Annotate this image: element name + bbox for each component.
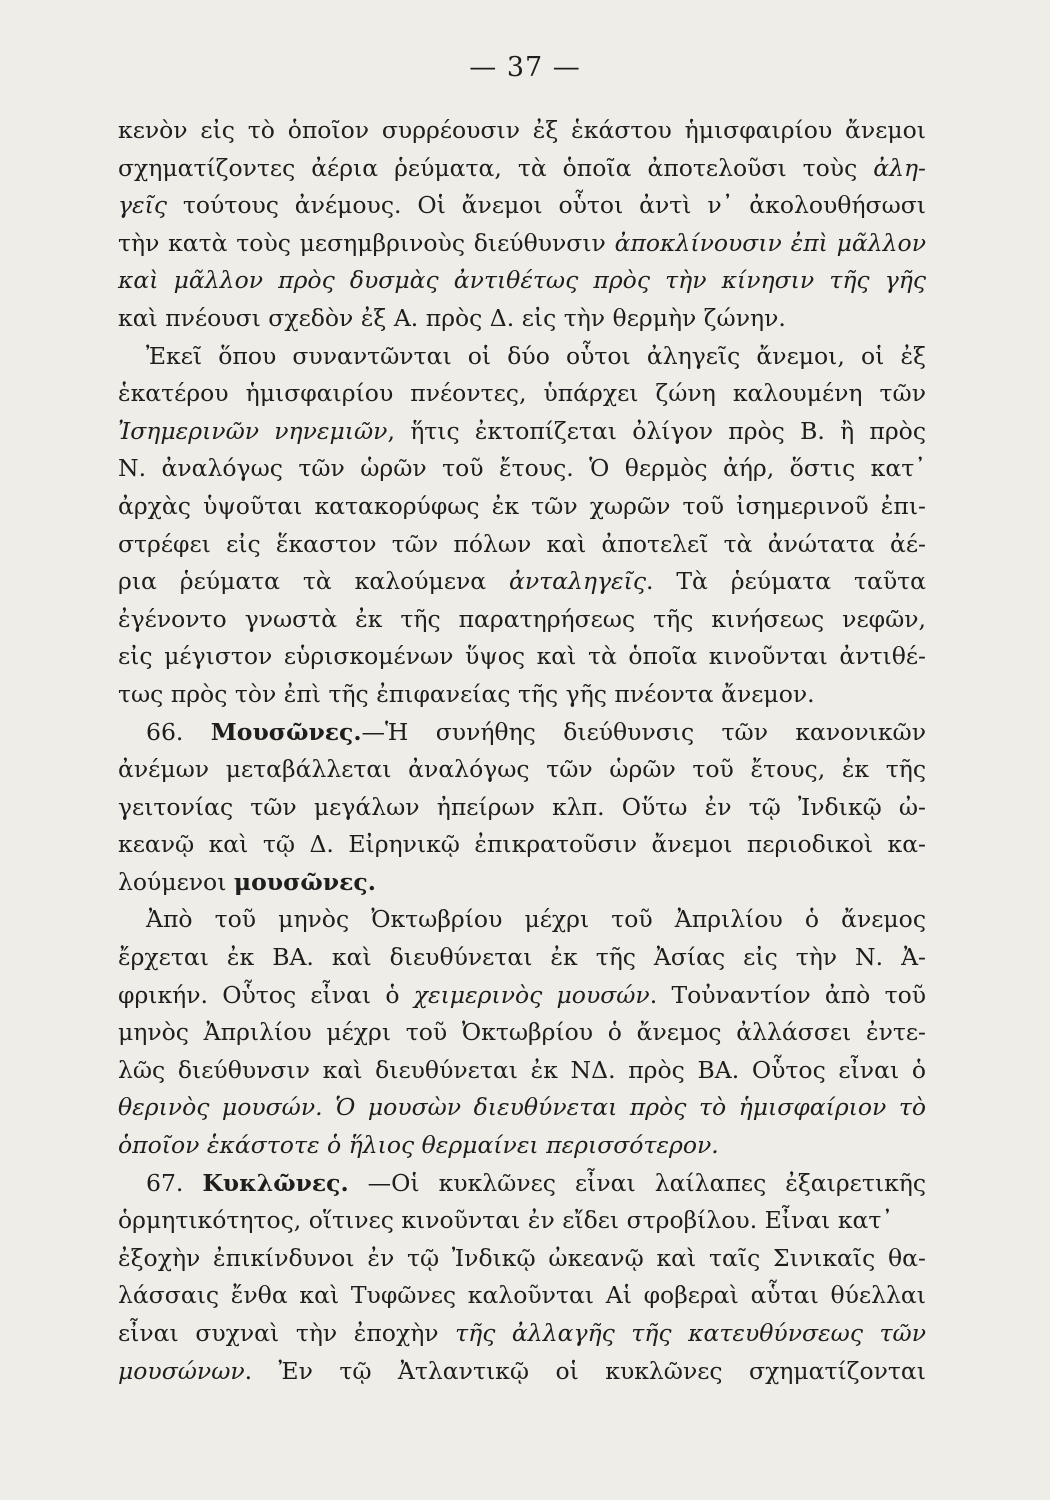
text-line [118, 676, 926, 714]
text-line [118, 1353, 926, 1391]
text-run: τούτους ἀνέμους. Οἱ ἄνεμοι οὗτοι ἀντὶ ν᾽ ἀκολουθήσωσι [167, 191, 926, 220]
text-run: —Ἡ συνήθης διεύθυνσις τῶν κανονικῶν [361, 717, 926, 746]
text-run: ἀρχὰς ὑψοῦται κατακορύφως ἐκ τῶν χωρῶν τοῦ ἰσημερινοῦ ἐπι- [118, 491, 926, 520]
text-line [118, 150, 926, 188]
text-line [118, 1165, 926, 1203]
text-line [118, 262, 926, 300]
text-line [118, 1277, 926, 1315]
text-run: μηνὸς Ἀπριλίου μέχρι τοῦ Ὀκτωβρίου ὁ ἄνεμος ἀλλάσσει ἐντε- [118, 1018, 926, 1047]
text-line [118, 488, 926, 526]
text-run: καὶ πνέουσι σχεδὸν ἐξ Α. πρὸς Δ. εἰς τὴν θερμὴν ζώνην. [118, 303, 786, 332]
text-line [118, 526, 926, 564]
text-line [118, 977, 926, 1015]
text-run: στρέφει εἰς ἕκαστον τῶν πόλων καὶ ἀποτελεῖ τὰ ἀνώτατα ἀέ- [118, 529, 926, 558]
text-run: Ν. ἀναλόγως τῶν ὡρῶν τοῦ ἔτους. Ὁ θερμὸς ἀήρ, ὅστις κατ᾽ [118, 454, 926, 483]
text-line [118, 826, 926, 864]
text-run: —Οἱ κυκλῶνες εἶναι λαίλαπες ἐξαιρετικῆς [348, 1168, 926, 1197]
text-run: σχηματίζοντες ἀέρια ῥεύματα, τὰ ὁποῖα ἀποτελοῦσι τοὺς [118, 153, 874, 182]
text-line [118, 789, 926, 827]
text-run: ἑκατέρου ἡμισφαιρίου πνέοντες, ὑπάρχει ζώνη καλουμένη τῶν [118, 379, 926, 408]
text-line [118, 1127, 926, 1165]
page-number: — 37 — [469, 52, 581, 83]
italic-run: ἀλη- [873, 153, 926, 182]
text-run: ἀνέμων μεταβάλλεται ἀναλόγως τῶν ὡρῶν τοῦ ἔτους, ἐκ τῆς [118, 755, 926, 784]
text-run: κενὸν εἰς τὸ ὁποῖον συρρέουσιν ἐξ ἑκάστου ἡμισφαιρίου ἄνεμοι [118, 116, 926, 144]
text-run: Ἀπὸ τοῦ μηνὸς Ὀκτωβρίου μέχρι τοῦ Ἀπριλίου ὁ ἄνεμος [146, 905, 926, 934]
text-line [118, 1202, 926, 1240]
text-run: ἔρχεται ἐκ ΒΑ. καὶ διευθύνεται ἐκ τῆς Ἀσίας εἰς τὴν Ν. Ἀ- [118, 943, 926, 972]
text-line [118, 939, 926, 977]
text-run: 67. [146, 1168, 203, 1197]
text-line [118, 450, 926, 488]
italic-run: ὁποῖον ἑκάστοτε ὁ ἥλιος θερμαίνει περισσότερον. [118, 1131, 719, 1160]
text-line [118, 901, 926, 939]
text-line [118, 601, 926, 639]
text-run: 66. [146, 717, 211, 746]
text-run: ὁρμητικότητος, οἵτινες κινοῦνται ἐν εἴδει στροβίλου. Εἶναι κατ᾽ [118, 1206, 894, 1235]
bold-heading-run: Μουσῶνες. [210, 717, 362, 746]
text-line [118, 1315, 926, 1353]
text-run: εἶναι συχναὶ τὴν ἐποχὴν [118, 1319, 456, 1347]
italic-run: τῆς ἀλλαγῆς τῆς κατευθύνσεως τῶν [455, 1319, 926, 1347]
text-line [118, 225, 926, 263]
text-run: λούμενοι [118, 867, 234, 896]
italic-run: χειμερινὸς μουσών [413, 980, 650, 1009]
text-run: τὴν κατὰ τοὺς μεσημβρινοὺς διεύθυνσιν [118, 228, 615, 257]
text-line [118, 751, 926, 789]
text-line [118, 1052, 926, 1090]
text-line [118, 413, 926, 451]
italic-run: ἀποκλίνουσιν ἐπὶ μᾶλλον [614, 228, 926, 257]
text-run: τως πρὸς τὸν ἐπὶ τῆς ἐπιφανείας τῆς γῆς πνέοντα ἄνεμον. [118, 679, 815, 708]
text-line [118, 1240, 926, 1278]
italic-run: γεῖς [118, 191, 168, 220]
text-run: λάσσαις ἔνθα καὶ Τυφῶνες καλοῦνται Αἱ φοβεραὶ αὗται θύελλαι [118, 1281, 926, 1310]
italic-run: μουσώνων [118, 1356, 245, 1385]
text-run: ἐξοχὴν ἐπικίνδυνοι ἐν τῷ Ἰνδικῷ ὠκεανῷ καὶ ταῖς Σινικαῖς θα- [118, 1243, 926, 1272]
text-run: . Τὰ ῥεύματα ταῦτα [646, 567, 926, 596]
text-run: γειτονίας τῶν μεγάλων ἠπείρων κλπ. Οὕτω ἐν τῷ Ἰνδικῷ ὠ- [118, 792, 926, 821]
body-text [118, 112, 926, 1390]
text-run: λῶς διεύθυνσιν καὶ διευθύνεται ἐκ ΝΔ. πρὸς ΒΑ. Οὗτος εἶναι ὁ [118, 1055, 926, 1084]
italic-run: θερινὸς μουσών. Ὁ μουσὼν διευθύνεται πρὸς τὸ ἡμισφαίριον τὸ [118, 1093, 926, 1122]
text-line [118, 375, 926, 413]
text-line [118, 563, 926, 601]
text-run: . Ἐν τῷ Ἀτλαντικῷ οἱ κυκλῶνες σχηματίζονται [244, 1356, 926, 1385]
text-run: φρικήν. Οὗτος εἶναι ὁ [118, 980, 414, 1009]
text-run: ἐγένοντο γνωστὰ ἐκ τῆς παρατηρήσεως τῆς κινήσεως νεφῶν, [118, 604, 926, 633]
bold-heading-run: Κυκλῶνες. [202, 1168, 349, 1197]
italic-run: ἀνταληγεῖς [509, 567, 647, 596]
text-run: εἰς μέγιστον εὑρισκομένων ὕψος καὶ τὰ ὁποῖα κινοῦνται ἀντιθέ- [118, 642, 926, 671]
text-line [118, 300, 926, 338]
text-line [118, 1014, 926, 1052]
text-line [118, 1089, 926, 1127]
text-run: Ἐκεῖ ὅπου συναντῶνται οἱ δύο οὗτοι ἀληγεῖς ἄνεμοι, οἱ ἐξ [146, 341, 926, 370]
italic-run: Ἰσημερινῶν νηνεμιῶν [118, 416, 388, 445]
text-line [118, 638, 926, 676]
text-run: , ἥτις ἐκτοπίζεται ὀλίγον πρὸς Β. ἢ πρὸς [387, 416, 926, 445]
text-run: . Τοὐναντίον ἀπὸ τοῦ [649, 980, 927, 1009]
bold-heading-run: μουσῶνες. [233, 867, 376, 896]
text-line [118, 112, 926, 150]
italic-run: καὶ μᾶλλον πρὸς δυσμὰς ἀντιθέτως πρὸς τὴν κίνησιν τῆς γῆς [118, 266, 926, 295]
text-line [118, 714, 926, 752]
text-line [118, 187, 926, 225]
text-line [118, 338, 926, 376]
text-run: κεανῷ καὶ τῷ Δ. Εἰρηνικῷ ἐπικρατοῦσιν ἄνεμοι περιοδικοὶ κα- [118, 830, 926, 859]
text-run: ρια ῥεύματα τὰ καλούμενα [118, 567, 510, 596]
text-line [118, 864, 926, 902]
